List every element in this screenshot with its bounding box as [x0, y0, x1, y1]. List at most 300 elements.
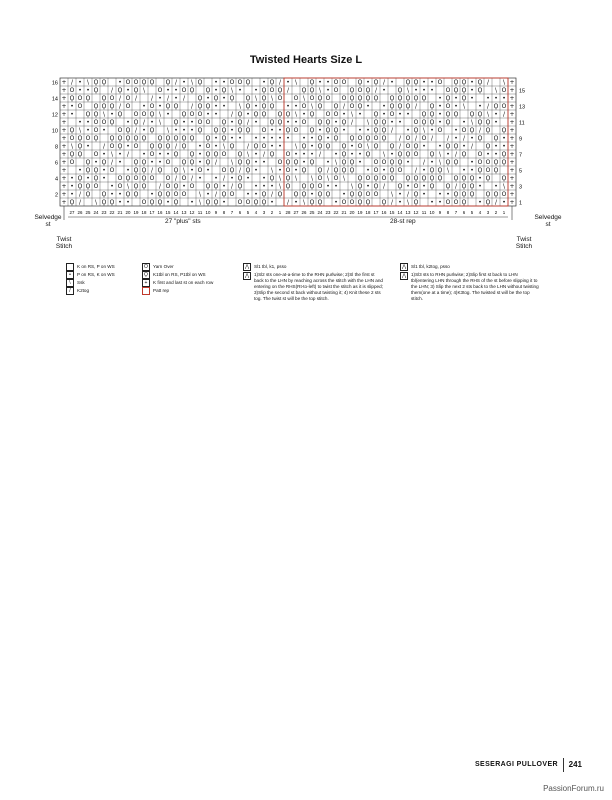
stitch-symbol: • [486, 95, 490, 103]
col-number: 9 [214, 210, 218, 215]
stitch-symbol: \ [406, 87, 410, 95]
stitch-symbol: \ [366, 119, 370, 127]
row-number-left: 14 [52, 96, 58, 103]
stitch-symbol: • [502, 199, 506, 207]
stitch-symbol: • [382, 103, 386, 111]
stitch-symbol: Ϙ [77, 183, 83, 191]
stitch-symbol: O [149, 151, 155, 159]
stitch-symbol: • [206, 191, 210, 199]
stitch-symbol: • [206, 167, 210, 175]
stitch-symbol: Ϙ [405, 175, 411, 183]
stitch-symbol: Ϙ [501, 127, 507, 135]
stitch-symbol: Ϙ [325, 127, 331, 135]
stitch-symbol: + [61, 151, 67, 159]
stitch-symbol: O [333, 111, 339, 119]
stitch-symbol: Ϙ [381, 119, 387, 127]
stitch-symbol: Ϙ [133, 159, 139, 167]
stitch-symbol: Ϙ [397, 151, 403, 159]
stitch-symbol: Ϙ [133, 167, 139, 175]
stitch-symbol: O [333, 79, 339, 87]
stitch-symbol: • [214, 135, 218, 143]
legend-item: Patt rep [142, 287, 242, 295]
stitch-symbol: O [149, 175, 155, 183]
stitch-symbol: / [270, 191, 274, 199]
stitch-symbol: Ϙ [477, 135, 483, 143]
stitch-symbol: \ [406, 199, 410, 207]
stitch-symbol: O [133, 79, 139, 87]
stitch-symbol: • [150, 119, 154, 127]
stitch-symbol: + [509, 175, 515, 183]
col-number: 14 [173, 210, 179, 215]
stitch-symbol: O [237, 79, 243, 87]
rep-label: 28-st rep [390, 218, 416, 225]
stitch-symbol: \ [334, 159, 338, 167]
stitch-symbol: Ϙ [437, 167, 443, 175]
stitch-symbol: • [438, 103, 442, 111]
stitch-symbol: Ϙ [389, 159, 395, 167]
stitch-symbol: Ϙ [221, 87, 227, 95]
stitch-symbol: O [109, 167, 115, 175]
stitch-symbol: O [357, 143, 363, 151]
stitch-symbol: Ϙ [333, 135, 339, 143]
legend-item: \ Ssk [66, 279, 144, 287]
stitch-symbol: Ϙ [453, 191, 459, 199]
stitch-symbol: • [494, 183, 498, 191]
stitch-symbol: Ϙ [477, 79, 483, 87]
stitch-symbol: • [286, 135, 290, 143]
col-number: 17 [373, 210, 379, 215]
stitch-symbol: O [197, 167, 203, 175]
stitch-symbol: Ϙ [189, 135, 195, 143]
stitch-symbol: • [190, 119, 194, 127]
col-number: 19 [133, 210, 139, 215]
col-number: 26 [77, 210, 83, 215]
stitch-symbol: • [110, 191, 114, 199]
stitch-symbol: O [125, 79, 131, 87]
stitch-symbol: Ϙ [245, 79, 251, 87]
stitch-symbol: / [190, 103, 194, 111]
stitch-symbol: O [181, 87, 187, 95]
stitch-symbol: Ϙ [261, 191, 267, 199]
col-number: 18 [365, 210, 371, 215]
sl1-psso-icon: ⋀ [244, 264, 250, 270]
stitch-symbol: Ϙ [429, 175, 435, 183]
stitch-symbol: • [422, 143, 426, 151]
stitch-symbol: \ [494, 87, 498, 95]
stitch-symbol: Ϙ [397, 183, 403, 191]
stitch-symbol: • [262, 79, 266, 87]
stitch-symbol: • [198, 159, 202, 167]
stitch-symbol: Ϙ [293, 159, 299, 167]
stitch-symbol: Ϙ [461, 183, 467, 191]
stitch-symbol: Ϙ [173, 135, 179, 143]
stitch-symbol: / [278, 79, 282, 87]
stitch-symbol: Ϙ [165, 135, 171, 143]
stitch-symbol: Ϙ [205, 183, 211, 191]
stitch-symbol: \ [302, 95, 306, 103]
stitch-symbol: • [126, 87, 130, 95]
stitch-symbol: • [222, 103, 226, 111]
stitch-symbol: • [366, 79, 370, 87]
stitch-symbol: Ϙ [349, 135, 355, 143]
stitch-symbol: \ [294, 143, 298, 151]
stitch-symbol: Ϙ [365, 199, 371, 207]
stitch-symbol: Ϙ [157, 191, 163, 199]
stitch-symbol: Ϙ [117, 111, 123, 119]
patt-rep-icon [142, 287, 150, 295]
stitch-symbol: • [254, 167, 258, 175]
stitch-symbol: O [501, 87, 507, 95]
stitch-symbol: / [102, 143, 106, 151]
stitch-symbol: Ϙ [477, 167, 483, 175]
stitch-symbol: O [157, 87, 163, 95]
stitch-symbol: • [206, 111, 210, 119]
stitch-symbol: • [502, 143, 506, 151]
col-number: 8 [446, 210, 450, 215]
stitch-symbol: + [509, 95, 515, 103]
stitch-symbol: O [445, 87, 451, 95]
stitch-symbol: Ϙ [149, 143, 155, 151]
stitch-symbol: Ϙ [397, 95, 403, 103]
legend-col-4 [400, 263, 540, 302]
stitch-symbol: / [238, 167, 242, 175]
stitch-symbol: • [182, 79, 186, 87]
stitch-symbol: Ϙ [429, 183, 435, 191]
stitch-symbol: Ϙ [93, 87, 99, 95]
stitch-symbol: Ϙ [461, 95, 467, 103]
stitch-symbol: • [126, 143, 130, 151]
stitch-symbol: • [270, 199, 274, 207]
stitch-symbol: • [502, 95, 506, 103]
col-number: 4 [254, 210, 258, 215]
stitch-symbol: / [142, 119, 146, 127]
stitch-symbol: + [509, 143, 515, 151]
stitch-symbol: • [334, 199, 338, 207]
stitch-symbol: Ϙ [301, 183, 307, 191]
stitch-symbol: • [430, 127, 434, 135]
stitch-symbol: Ϙ [93, 111, 99, 119]
col-number: 17 [149, 210, 155, 215]
stitch-symbol: Ϙ [413, 143, 419, 151]
stitch-symbol: Ϙ [301, 191, 307, 199]
stitch-symbol: O [349, 199, 355, 207]
stitch-symbol: • [86, 87, 90, 95]
stitch-symbol: Ϙ [77, 143, 83, 151]
stitch-symbol: O [69, 87, 75, 95]
stitch-symbol: • [422, 167, 426, 175]
stitch-symbol: • [70, 111, 74, 119]
sl1-k2tog-psso-icon: ⋀ [401, 264, 407, 270]
stitch-symbol: / [230, 183, 234, 191]
stitch-symbol: • [222, 79, 226, 87]
stitch-symbol: Ϙ [157, 143, 163, 151]
col-number: 16 [381, 210, 387, 215]
stitch-symbol: • [414, 87, 418, 95]
legend-item: O Yarn Over [142, 263, 242, 271]
stitch-symbol: O [245, 199, 251, 207]
stitch-symbol: O [237, 199, 243, 207]
stitch-symbol: Ϙ [277, 87, 283, 95]
stitch-symbol: Ϙ [349, 167, 355, 175]
stitch-symbol: Ϙ [317, 103, 323, 111]
stitch-symbol: Ϙ [453, 87, 459, 95]
stitch-symbol: Ϙ [173, 119, 179, 127]
stitch-symbol: + [509, 183, 515, 191]
stitch-symbol: • [310, 191, 314, 199]
stitch-symbol: / [398, 135, 402, 143]
stitch-symbol: O [381, 159, 387, 167]
stitch-symbol: • [438, 191, 442, 199]
stitch-symbol: O [357, 87, 363, 95]
stitch-symbol: • [382, 87, 386, 95]
stitch-symbol: Ϙ [413, 127, 419, 135]
stitch-symbol: • [262, 183, 266, 191]
stitch-symbol: • [318, 79, 322, 87]
stitch-symbol: Ϙ [93, 103, 99, 111]
stitch-symbol: • [334, 183, 338, 191]
stitch-symbol: \ [382, 151, 386, 159]
stitch-symbol: Ϙ [173, 167, 179, 175]
stitch-symbol: Ϙ [445, 183, 451, 191]
stitch-symbol: Ϙ [205, 87, 211, 95]
stitch-symbol: Ϙ [261, 111, 267, 119]
stitch-symbol: Ϙ [373, 119, 379, 127]
k2tog-symbol-icon: / [66, 287, 74, 295]
stitch-symbol: Ϙ [181, 143, 187, 151]
stitch-symbol: • [254, 103, 258, 111]
row-number-left: 4 [54, 176, 58, 183]
stitch-symbol: Ϙ [461, 199, 467, 207]
stitch-symbol: Ϙ [101, 103, 107, 111]
stitch-symbol: / [182, 95, 186, 103]
stitch-symbol: / [262, 151, 266, 159]
stitch-symbol: O [485, 167, 491, 175]
stitch-symbol: Ϙ [293, 191, 299, 199]
col-number: 13 [405, 210, 411, 215]
page-number: 241 [568, 760, 582, 769]
stitch-symbol: O [189, 111, 195, 119]
stitch-symbol: Ϙ [445, 111, 451, 119]
stitch-symbol: Ϙ [405, 79, 411, 87]
stitch-symbol: Ϙ [197, 79, 203, 87]
stitch-symbol: \ [294, 111, 298, 119]
stitch-symbol: Ϙ [173, 151, 179, 159]
col-number: 19 [357, 210, 363, 215]
stitch-symbol: \ [366, 143, 370, 151]
stitch-symbol: O [93, 119, 99, 127]
stitch-symbol: Ϙ [133, 183, 139, 191]
stitch-symbol: O [229, 191, 235, 199]
stitch-symbol: / [190, 175, 194, 183]
stitch-symbol: • [438, 199, 442, 207]
stitch-symbol: Ϙ [341, 143, 347, 151]
stitch-symbol: O [325, 111, 331, 119]
stitch-symbol: Ϙ [317, 191, 323, 199]
purl-symbol-icon: • [66, 271, 74, 279]
stitch-symbol: • [326, 183, 330, 191]
stitch-symbol: • [438, 143, 442, 151]
stitch-symbol: O [389, 111, 395, 119]
stitch-symbol: Ϙ [269, 79, 275, 87]
stitch-symbol: • [230, 119, 234, 127]
col-number: 25 [309, 210, 315, 215]
stitch-symbol: Ϙ [469, 191, 475, 199]
col-number: 12 [413, 210, 419, 215]
stitch-symbol: + [61, 119, 67, 127]
legend-col-3 [243, 263, 383, 302]
stitch-symbol: Ϙ [469, 127, 475, 135]
stitch-symbol: Ϙ [429, 103, 435, 111]
stitch-symbol: Ϙ [157, 135, 163, 143]
stitch-symbol: + [61, 199, 67, 207]
stitch-symbol: • [158, 159, 162, 167]
stitch-symbol: \ [302, 199, 306, 207]
stitch-symbol: Ϙ [477, 111, 483, 119]
stitch-symbol: O [317, 183, 323, 191]
stitch-symbol: \ [318, 87, 322, 95]
stitch-symbol: / [326, 167, 330, 175]
col-number: 3 [486, 210, 490, 215]
stitch-symbol: • [230, 175, 234, 183]
row-number-right: 11 [519, 120, 525, 127]
stitch-symbol: \ [438, 159, 442, 167]
stitch-symbol: O [69, 135, 75, 143]
stitch-symbol: O [501, 103, 507, 111]
stitch-symbol: / [406, 191, 410, 199]
stitch-symbol: O [165, 183, 171, 191]
stitch-symbol: • [430, 79, 434, 87]
stitch-symbol: / [78, 199, 82, 207]
stitch-symbol: / [486, 79, 490, 87]
stitch-symbol: / [318, 151, 322, 159]
legend-item: / K2tog [66, 287, 144, 295]
stitch-symbol: + [509, 167, 515, 175]
col-number: 15 [165, 210, 171, 215]
stitch-symbol: / [286, 87, 290, 95]
stitch-symbol: Ϙ [349, 159, 355, 167]
stitch-symbol: • [390, 79, 394, 87]
stitch-symbol: • [358, 151, 362, 159]
stitch-symbol: • [254, 191, 258, 199]
stitch-symbol: O [397, 167, 403, 175]
stitch-symbol: Ϙ [381, 199, 387, 207]
stitch-symbol: • [182, 183, 186, 191]
stitch-symbol: Ϙ [253, 143, 259, 151]
stitch-symbol: Ϙ [285, 183, 291, 191]
col-number: 20 [125, 210, 131, 215]
stitch-symbol: • [470, 87, 474, 95]
stitch-symbol: Ϙ [197, 127, 203, 135]
stitch-symbol: • [422, 183, 426, 191]
stitch-symbol: Ϙ [125, 191, 131, 199]
stitch-symbol: \ [230, 87, 234, 95]
row-number-right: 7 [519, 152, 523, 159]
stitch-symbol: • [94, 159, 98, 167]
stitch-symbol: • [278, 167, 282, 175]
stitch-symbol: Ϙ [493, 135, 499, 143]
stitch-symbol: O [405, 135, 411, 143]
stitch-symbol: Ϙ [101, 199, 107, 207]
stitch-symbol: • [294, 119, 298, 127]
stitch-symbol: • [246, 111, 250, 119]
stitch-symbol: + [509, 191, 515, 199]
stitch-symbol: Ϙ [245, 159, 251, 167]
stitch-symbol: • [462, 119, 466, 127]
stitch-symbol: • [278, 135, 282, 143]
stitch-symbol: O [477, 151, 483, 159]
col-number: 1 [502, 210, 506, 215]
stitch-symbol: • [310, 135, 314, 143]
stitch-symbol: Ϙ [349, 87, 355, 95]
stitch-symbol: Ϙ [373, 79, 379, 87]
legend-item: ⋀ Sl1 tbl, k2tog, psso [401, 264, 450, 270]
stitch-symbol: Ϙ [69, 199, 75, 207]
stitch-symbol: • [86, 175, 90, 183]
stitch-symbol: + [509, 119, 515, 127]
stitch-symbol: • [110, 111, 114, 119]
stitch-symbol: • [486, 151, 490, 159]
stitch-symbol: + [61, 183, 67, 191]
stitch-symbol: Ϙ [485, 127, 491, 135]
stitch-symbol: O [341, 79, 347, 87]
stitch-symbol: Ϙ [389, 103, 395, 111]
stitch-symbol: • [286, 119, 290, 127]
stitch-symbol: • [358, 159, 362, 167]
stitch-symbol: • [158, 103, 162, 111]
stitch-symbol: Ϙ [413, 79, 419, 87]
legend-item: ⋀ 1)Sl3 sts to RHN purlwise; 2)Slip first st back to LHN tbl(entering LHN through the RHS of the st before slipping it to the LHN; 3) Slip the next 2 sts back to the LHN without twisting them(one at a time); 4)K3tog. The twisted st will be the top stitch. [401, 272, 539, 301]
stitch-symbol: \ [198, 191, 202, 199]
stitch-symbol: / [230, 111, 234, 119]
stitch-symbol: Ϙ [309, 127, 315, 135]
stitch-symbol: Ϙ [213, 151, 219, 159]
stitch-symbol: • [230, 135, 234, 143]
stitch-symbol: Ϙ [341, 167, 347, 175]
stitch-symbol: O [109, 143, 115, 151]
stitch-symbol: Ϙ [101, 95, 107, 103]
row-number-right: 5 [519, 168, 523, 175]
stitch-symbol: • [190, 167, 194, 175]
stitch-symbol: Ϙ [69, 95, 75, 103]
stitch-symbol: O [133, 143, 139, 151]
stitch-symbol: O [141, 111, 147, 119]
stitch-symbol: O [317, 175, 323, 183]
stitch-symbol: Ϙ [77, 175, 83, 183]
stitch-symbol: + [61, 103, 67, 111]
stitch-symbol: Ϙ [333, 103, 339, 111]
stitch-symbol: \ [246, 151, 250, 159]
stitch-symbol: Ϙ [141, 159, 147, 167]
stitch-symbol: • [366, 127, 370, 135]
stitch-symbol: • [166, 151, 170, 159]
col-number: 21 [341, 210, 347, 215]
col-number: 16 [157, 210, 163, 215]
stitch-symbol: Ϙ [453, 175, 459, 183]
col-number: 24 [317, 210, 323, 215]
stitch-symbol: / [446, 135, 450, 143]
stitch-symbol: Ϙ [269, 119, 275, 127]
stitch-symbol: • [342, 127, 346, 135]
stitch-symbol: Ϙ [85, 111, 91, 119]
stitch-symbol: / [398, 143, 402, 151]
stitch-symbol: Ϙ [365, 95, 371, 103]
stitch-symbol: / [462, 135, 466, 143]
stitch-symbol: • [422, 191, 426, 199]
stitch-symbol: O [205, 119, 211, 127]
stitch-symbol: Ϙ [253, 111, 259, 119]
stitch-symbol: O [453, 199, 459, 207]
stitch-symbol: Ϙ [77, 151, 83, 159]
